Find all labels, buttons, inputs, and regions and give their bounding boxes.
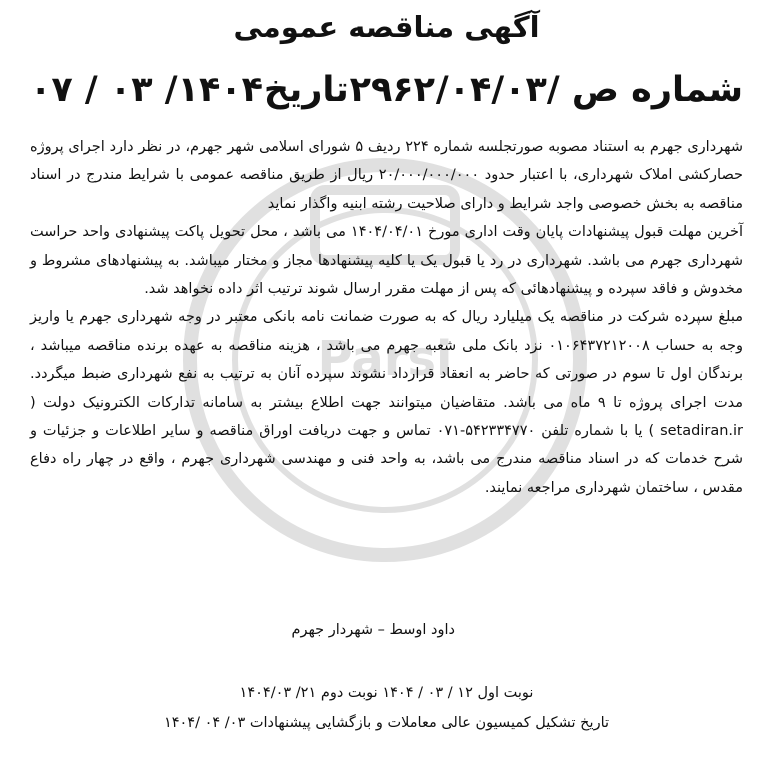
body-paragraph-deadline: آخرین مهلت قبول پیشنهادات پایان وقت اداری مورخ ۱۴۰۴/۰۴/۰۱ می باشد ، محل تحویل پاکت پیشنهادی واحد حراست شهرداری جهرم می باشد. شهرداری در رد یا قبول یک یا کلیه پیشنهادها مجاز و مختار میباشد. به پیشنهادهای مشروط و مخدوش و فاقد سپرده و پیشنهادهائی که پس از مهلت مقرر ارسال شوند ترتیب اثر داده نخواهد شد. bbox=[30, 224, 744, 298]
date-value: ۱۴۰۴/ ۰۳ / ۰۷ bbox=[30, 70, 264, 110]
commission-date: تاریخ تشکیل کمیسیون عالی معاملات و بازگشایی پیشنهادات ۰۳/ ۰۴ /۱۴۰۴ bbox=[163, 715, 610, 731]
notice-title: آگهی مناقصه عمومی bbox=[233, 10, 540, 44]
notice-body bbox=[30, 133, 743, 502]
number-date-line bbox=[30, 70, 743, 110]
mayor-signature: داود اوسط – شهردار جهرم bbox=[291, 622, 455, 638]
watermark-text: Parsi bbox=[317, 331, 453, 387]
number-label: شماره ص /۰۴/۰۳/ bbox=[435, 70, 743, 110]
body-paragraph-deposit: مبلغ سپرده شرکت در مناقصه یک میلیارد ریال که به صورت ضمانت نامه بانکی معتبر در وجه شهرداری جهرم یا واریز وجه به حساب ۰۱۰۶۴۳۷۲۱۲۰۰۸ نزد بانک ملی شعبه جهرم می باشد ، هزینه مناقصه به عهده برنده مناقصه میباشد ، برندگان اول تا سوم در صورتی که حاضر به انعقاد قرارداد نشوند سپرده آنان به ترتیب به نفع شهرداری ضبط میگردد. مدت اجرای پروژه تا ۹ ماه می باشد. متقاضیان میتوانند جهت اطلاع بیشتر به سامانه تدارکات الکترونیک دولت ( setadiran.ir ) یا با شماره تلفن ۵۴۲۳۳۴۷۷۰-۰۷۱ تماس و جهت دریافت اوراق مناقصه و سایر اطلاعات و جزئیات و شرح خدمات که در اسناد مناقصه مندرج می باشد، به واحد فنی و مهندسی شهرداری جهرم ، واقع در چهار راه دفاع مقدس ، ساختمان شهرداری مراجعه نمایند. bbox=[30, 309, 744, 496]
number-value: ۲۹۶۲ bbox=[349, 70, 436, 110]
body-paragraph-intro: شهرداری جهرم به استناد مصوبه صورتجلسه شماره ۲۲۴ ردیف ۵ شورای اسلامی شهر جهرم، در نظر دارد اجرای پروژه حصارکشی املاک شهرداری، با اعتبار حدود ۲۰/۰۰۰/۰۰۰/۰۰۰ ریال از طریق مناقصه عمومی با شرایط مندرج در اسناد مناقصه به بخش خصوصی واجد شرایط و دارای صلاحیت رشته ابنیه واگذار نماید bbox=[30, 139, 743, 212]
publish-dates: نوبت اول ۱۲ / ۰۳ / ۱۴۰۴ نوبت دوم ۲۱/ ۱۴۰۴/۰۳ bbox=[239, 685, 534, 701]
date-label: تاریخ bbox=[263, 70, 349, 110]
